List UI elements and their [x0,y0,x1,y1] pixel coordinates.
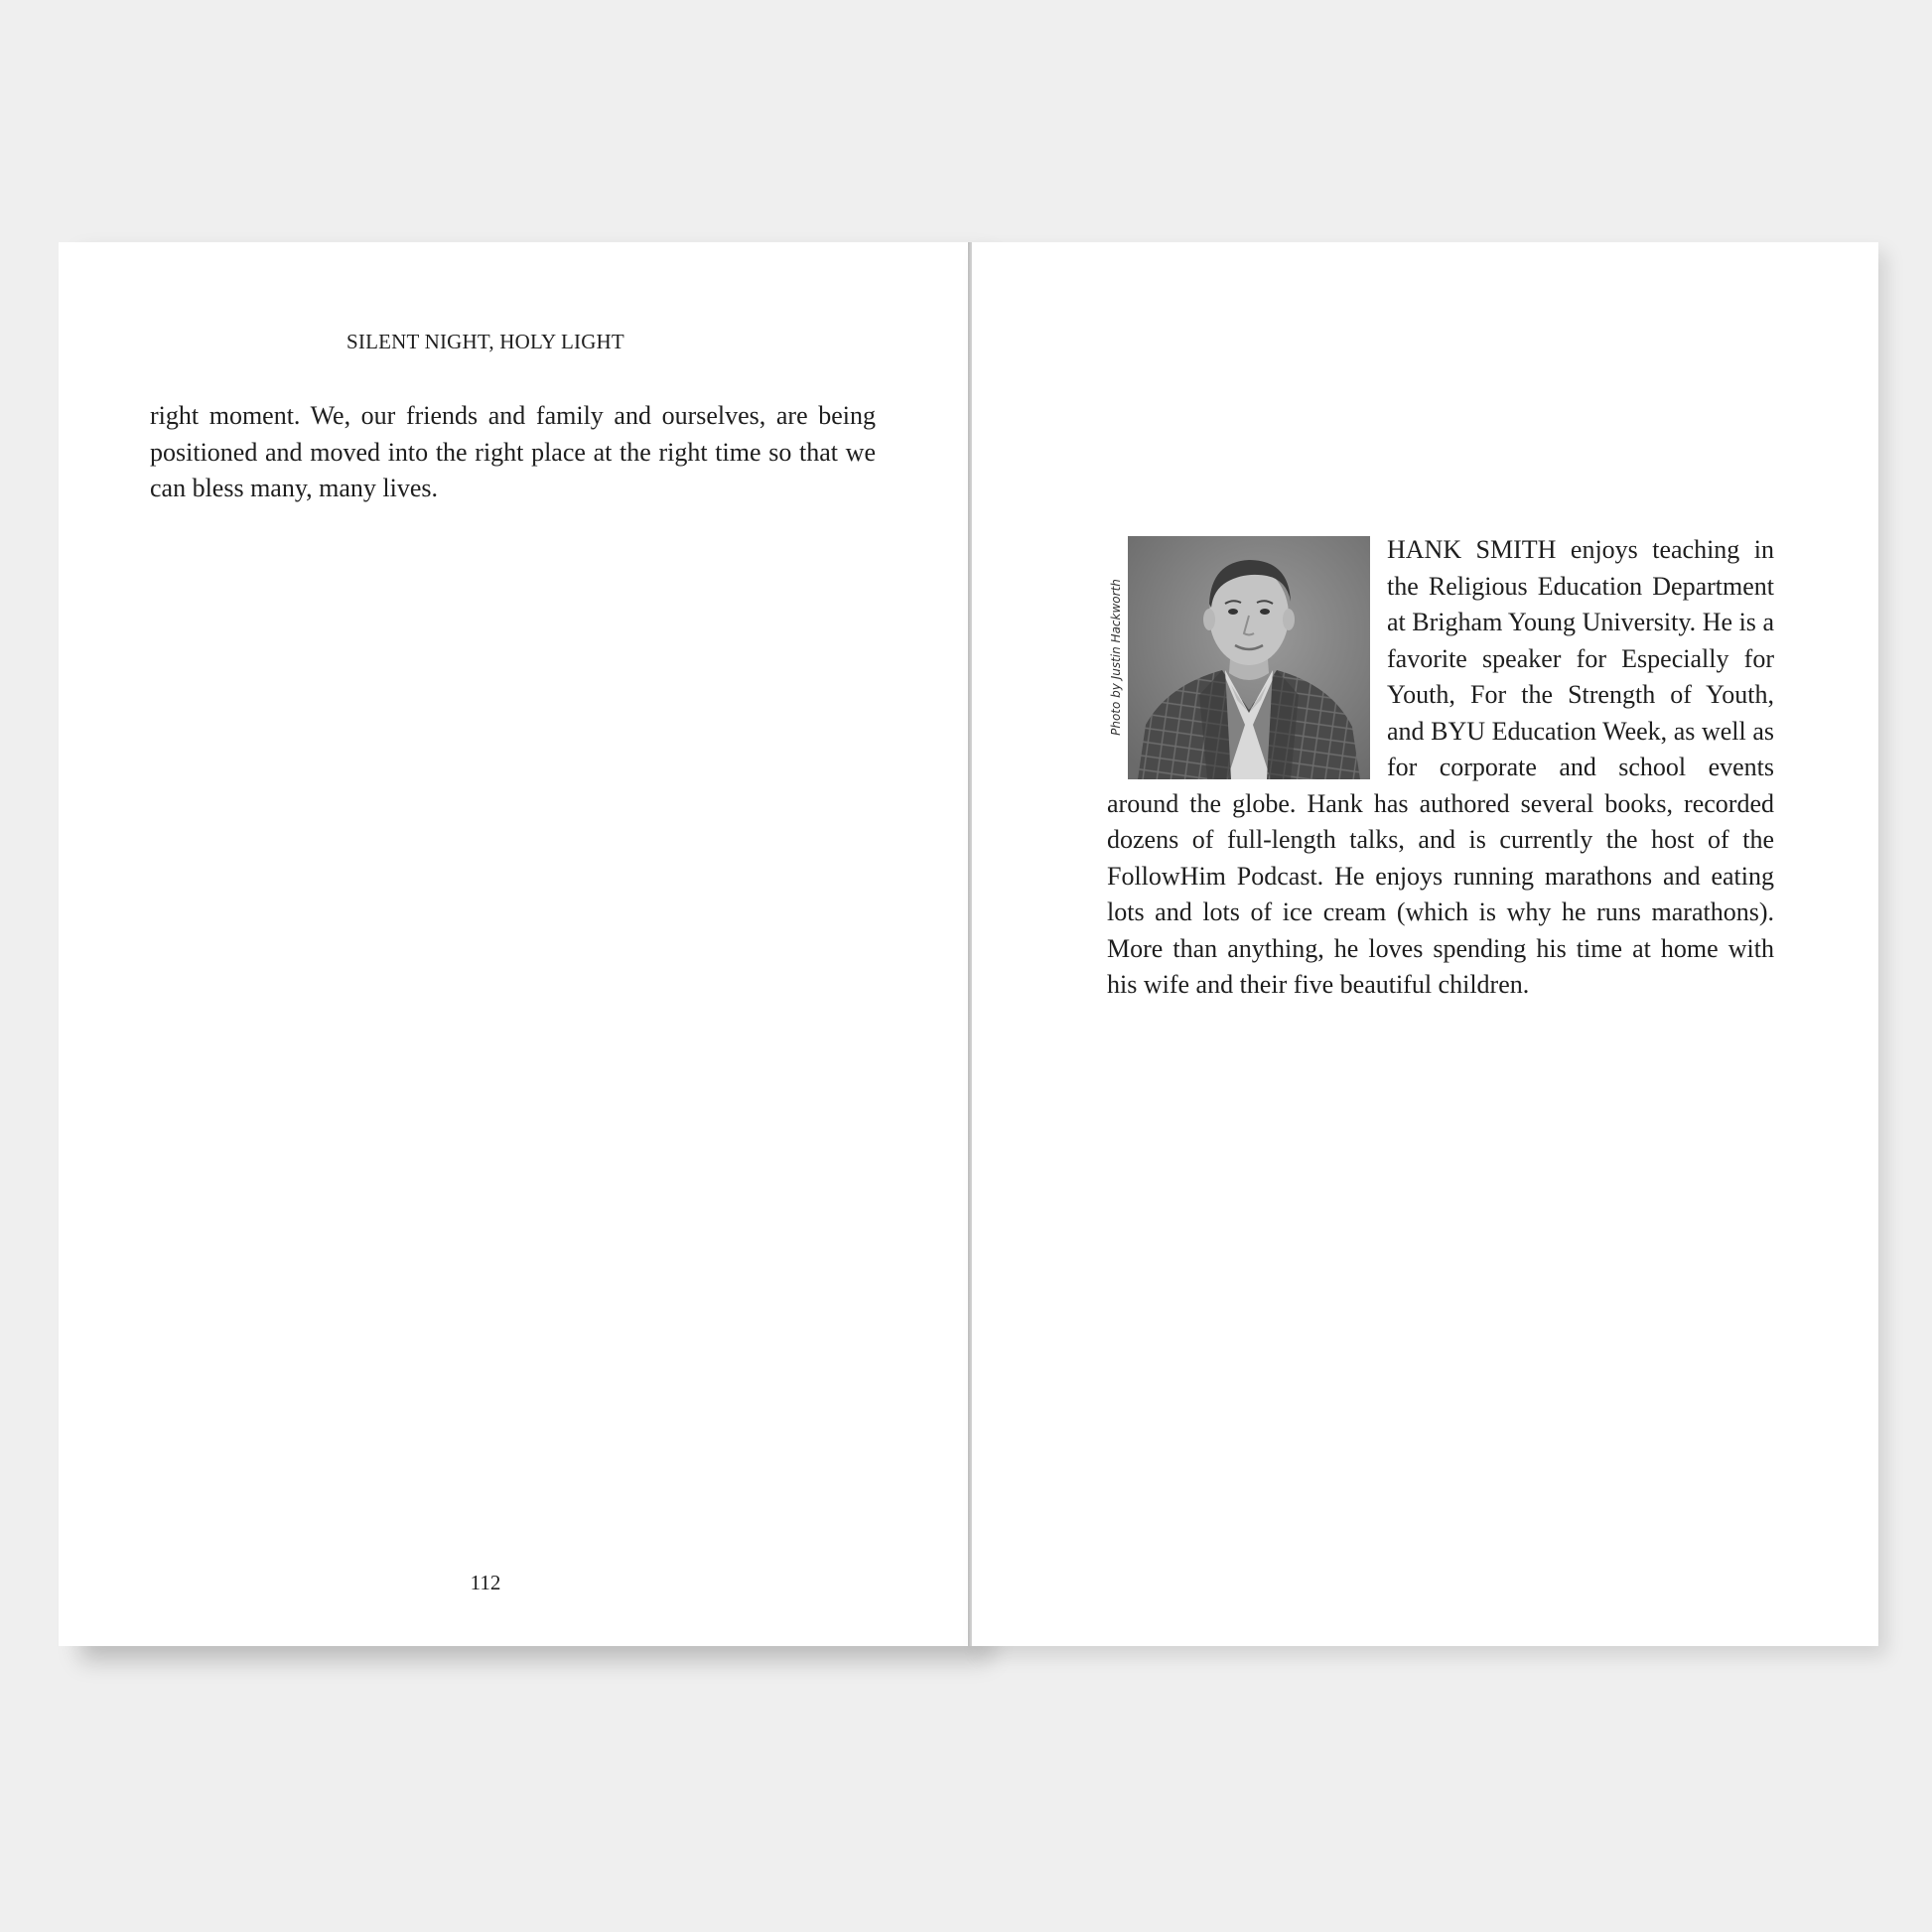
right-page [972,242,1878,1646]
running-head: SILENT NIGHT, HOLY LIGHT [346,330,624,353]
photo-credit [1105,536,1127,779]
left-page-body-text: right moment. We, our friends and family and ourselves, are being positioned and moved into the right place at the right time so that we can bless many, many lives. [150,401,876,502]
author-portrait-photo [1128,536,1370,779]
page-number: 112 [470,1571,501,1594]
author-bio [1107,532,1774,1004]
book-spine-shadow [968,242,972,1646]
left-page [59,242,968,1646]
author-photo-block [1105,536,1373,779]
author-bio-text: HANK SMITH enjoys teaching in the Religious Education Department at Brigham Young University. He is a favorite speaker for Especially for Youth, For the Strength of Youth, and BYU Education Week, as well as for corporate and school events around the globe. Hank has authored several books, recorded dozens of full-length talks, and is currently the host of the FollowHim Podcast. He enjoys running marathons and eating lots and lots of ice cream (which is why he runs marathons). More than anything, he loves spending his time at home with his wife and their five beautiful children. [1107,535,1774,999]
photo-credit-text: Photo by Justin Hackworth [1108,579,1123,736]
